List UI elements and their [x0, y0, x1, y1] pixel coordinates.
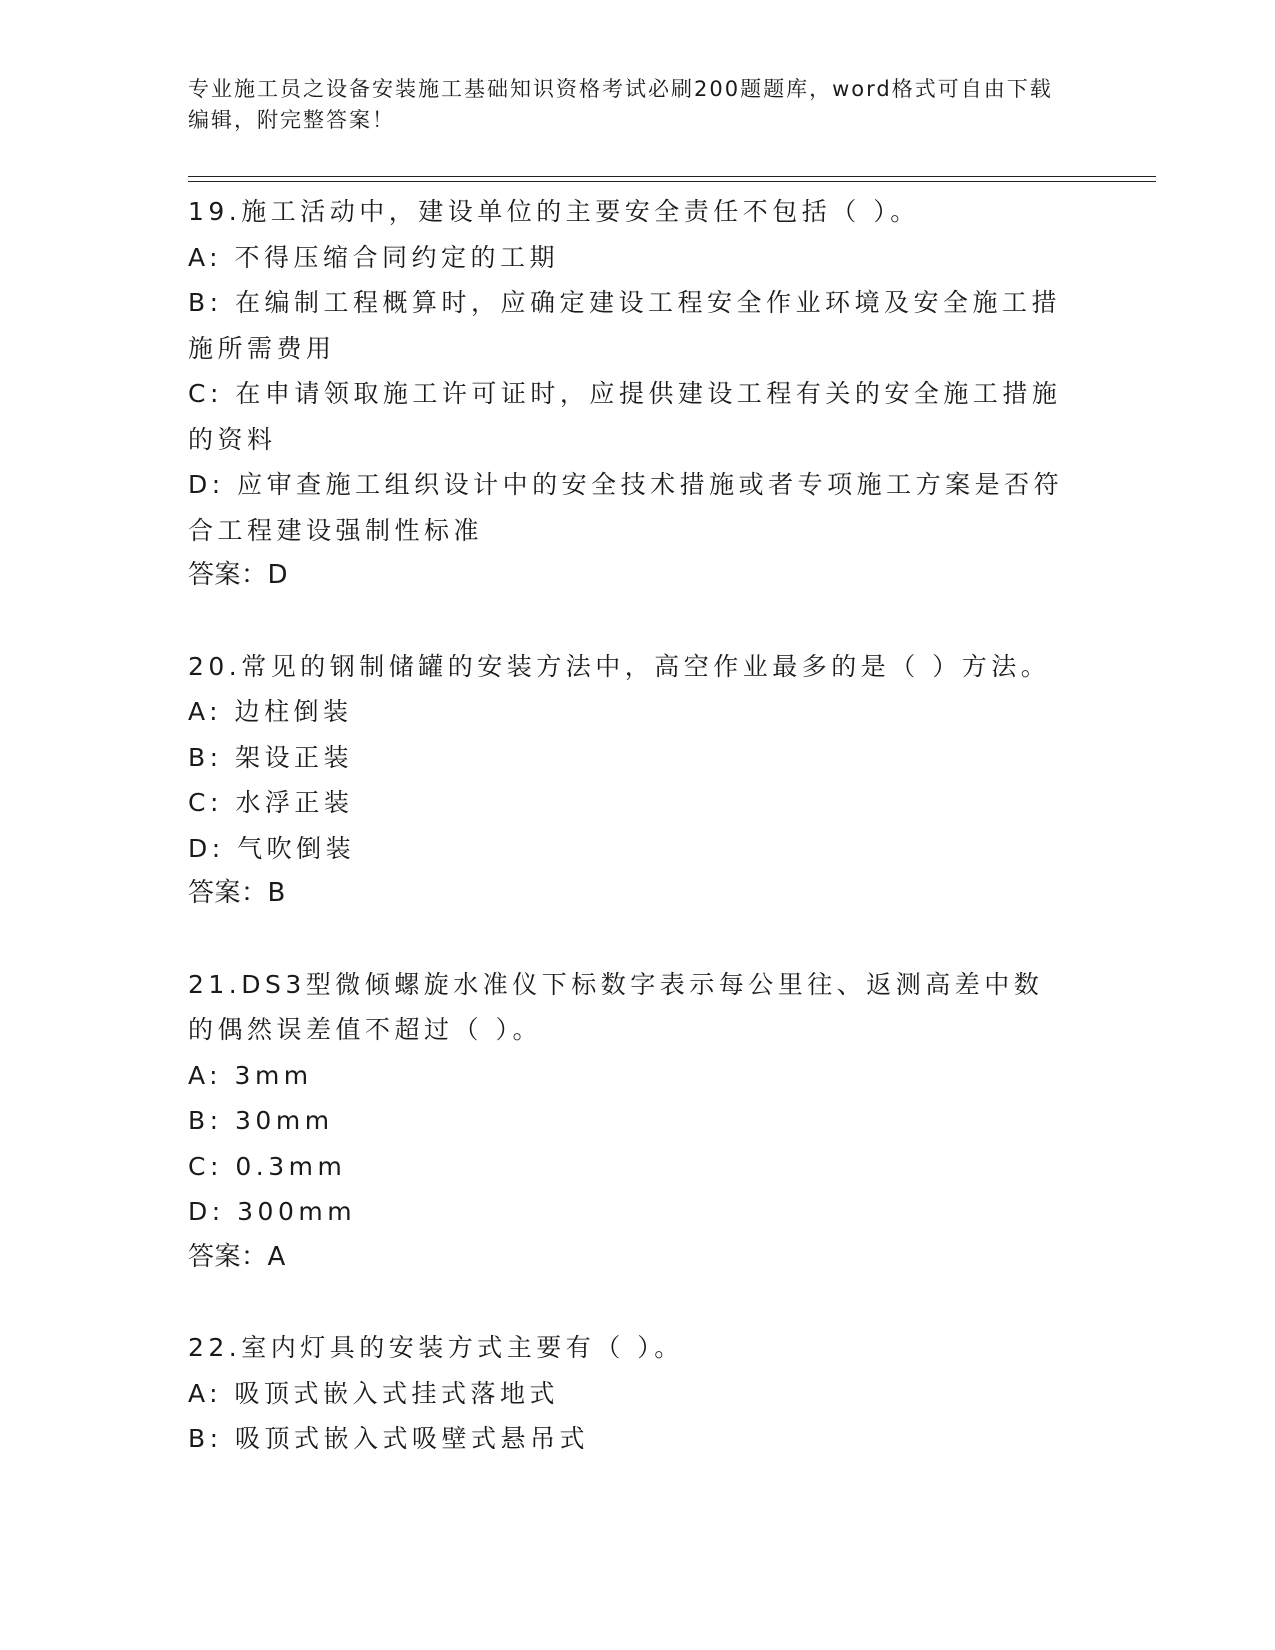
- question-number: 20.: [188, 651, 242, 681]
- option-d: [188, 826, 1068, 872]
- option-label: D:: [188, 1197, 225, 1226]
- option-text: 应审查施工组织设计中的安全技术措施或者专项施工方案是否符合工程建设强制性标准: [188, 470, 1064, 545]
- option-a: [188, 1053, 1068, 1099]
- option-label: D:: [188, 833, 225, 863]
- question-text: 施工活动中，建设单位的主要安全责任不包括（ ）。: [241, 197, 920, 226]
- option-c: [188, 371, 1068, 462]
- option-text: 0.3mm: [235, 1151, 347, 1181]
- option-label: A:: [188, 242, 223, 272]
- option-b: [188, 280, 1068, 371]
- question-text: DS3型微倾螺旋水准仪下标数字表示每公里往、返测高差中数的偶然误差值不超过（ ）。: [188, 969, 1044, 1044]
- option-text: 3mm: [234, 1060, 313, 1090]
- question-number: 22.: [188, 1333, 242, 1362]
- question-stem: [188, 962, 1068, 1053]
- option-text: 吸顶式嵌入式吸壁式悬吊式: [235, 1424, 590, 1453]
- option-text: 架设正装: [235, 742, 354, 772]
- option-text: 边柱倒装: [234, 697, 353, 726]
- question-stem: [188, 189, 1068, 235]
- option-a: [188, 689, 1068, 735]
- header-divider-top: [188, 176, 1156, 177]
- option-text: 30mm: [235, 1106, 334, 1135]
- question-stem: [188, 644, 1068, 690]
- option-text: 吸顶式嵌入式挂式落地式: [234, 1378, 560, 1408]
- option-label: C:: [188, 1151, 223, 1181]
- option-d: [188, 1189, 1068, 1235]
- document-header: 专业施工员之设备安装施工基础知识资格考试必刷200题题库，word格式可自由下载编辑，附完整答案！: [188, 77, 1053, 132]
- option-b: [188, 1416, 1068, 1462]
- option-label: B:: [188, 1106, 223, 1135]
- option-text: 气吹倒装: [237, 833, 356, 863]
- option-b: [188, 1098, 1068, 1144]
- option-a: [188, 1371, 1068, 1417]
- answer-line: 答案：A: [188, 1241, 286, 1272]
- option-a: [188, 235, 1068, 281]
- option-text: 不得压缩合同约定的工期: [234, 242, 560, 272]
- question-number: 21.: [188, 969, 242, 999]
- question-22: [188, 1325, 1068, 1462]
- option-label: A:: [188, 1060, 223, 1090]
- question-text: 室内灯具的安装方式主要有（ ）。: [241, 1333, 684, 1362]
- option-label: B:: [188, 288, 223, 317]
- option-label: B:: [188, 1424, 223, 1453]
- option-text: 300mm: [237, 1197, 357, 1226]
- option-label: C:: [188, 788, 223, 817]
- option-label: D:: [188, 470, 225, 499]
- question-text: 常见的钢制储罐的安装方法中，高空作业最多的是（ ）方法。: [241, 651, 1051, 681]
- question-21: [188, 962, 1068, 1281]
- option-text: 在编制工程概算时，应确定建设工程安全作业环境及安全施工措施所需费用: [188, 288, 1062, 363]
- answer-line: 答案：B: [188, 878, 286, 908]
- option-label: B:: [188, 742, 223, 772]
- question-stem: [188, 1325, 1068, 1371]
- option-d: [188, 462, 1068, 553]
- option-c: [188, 780, 1068, 826]
- option-text: 水浮正装: [235, 788, 354, 817]
- option-label: C:: [188, 379, 223, 408]
- question-list: [188, 189, 1068, 1507]
- question-19: [188, 189, 1068, 599]
- question-number: 19.: [188, 197, 242, 226]
- question-20: [188, 644, 1068, 917]
- header-divider-bottom: [188, 181, 1156, 182]
- option-c: [188, 1144, 1068, 1190]
- answer-line: 答案：D: [188, 560, 289, 590]
- option-label: A:: [188, 697, 223, 726]
- option-b: [188, 735, 1068, 781]
- option-label: A:: [188, 1378, 223, 1408]
- option-text: 在申请领取施工许可证时，应提供建设工程有关的安全施工措施的资料: [188, 379, 1062, 454]
